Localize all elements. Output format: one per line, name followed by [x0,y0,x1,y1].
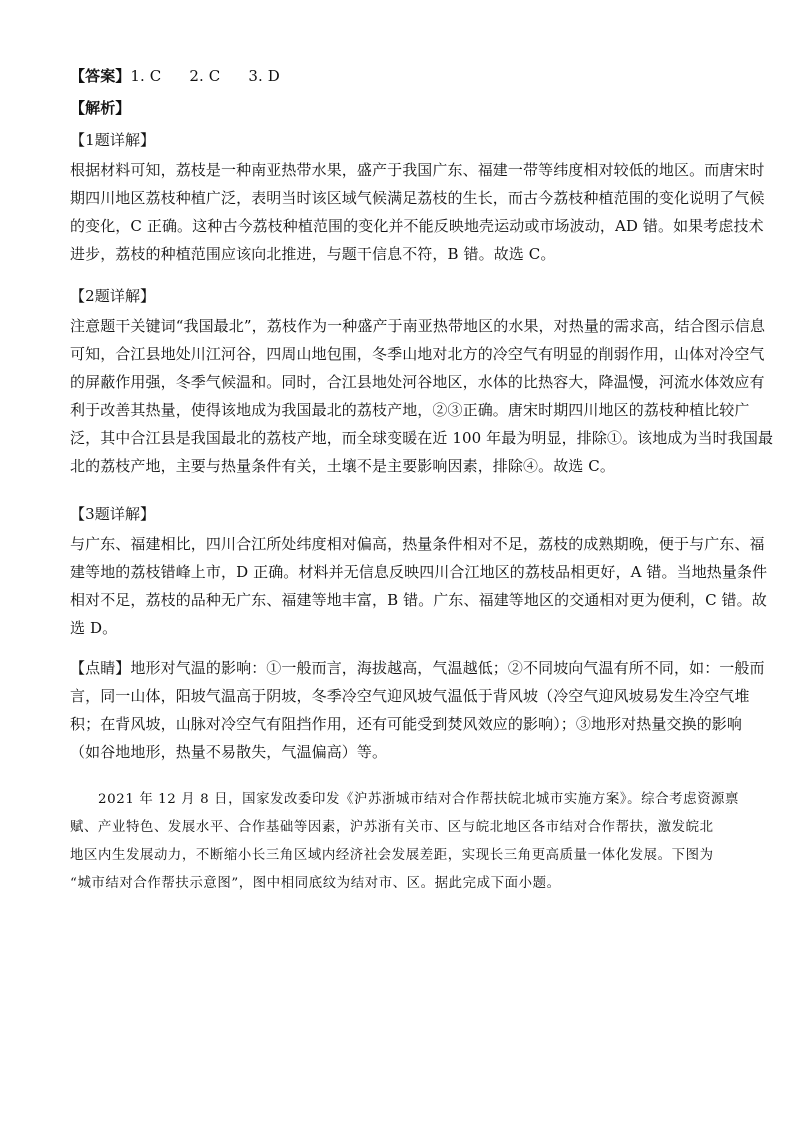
material-line: 2021 年 12 月 8 日，国家发改委印发《沪苏浙城市结对合作帮扶皖北城市实施方案》。综合考虑资源禀 [98,792,740,807]
q3-line: 建等地的荔枝错峰上市，D 正确。材料并无信息反映四川合江地区的荔枝品相更好，A 错。当地热量条件 [70,563,768,581]
q2-line: 可知，合江县地处川江河谷，四周山地包围，冬季山地对北方的冷空气有明显的削弱作用，山体对冷空气 [70,345,765,363]
q2-body [70,312,774,480]
q1-body [70,156,765,268]
material-line: 赋、产业特色、发展水平、合作基础等因素，沪苏浙有关市、区与皖北地区各市结对合作帮扶，激发皖北 [70,820,714,835]
q1-line: 期四川地区荔枝种植广泛，表明当时该区域气候满足荔枝的生长，而古今荔枝种植范围的变化说明了气候 [70,189,765,207]
dianjing-note [70,654,765,766]
dianjing-line: 言，同一山体，阳坡气温高于阴坡，冬季冷空气迎风坡气温低于背风坡（冷空气迎风坡易发生冷空气堆 [70,687,750,705]
q2-line: 北的荔枝产地，主要与热量条件有关，土壤不是主要影响因素，排除④。故选 C。 [70,457,615,475]
q1-line: 根据材料可知，荔枝是一种南亚热带水果，盛产于我国广东、福建一带等纬度相对较低的地区。而唐宋时 [70,161,765,179]
answer-item: 3. D [248,67,280,85]
q2-line: 利于改善其热量，使得该地成为我国最北的荔枝产地，②③正确。唐宋时期四川地区的荔枝种植比较广 [70,401,750,419]
material-paragraph [70,786,738,898]
q3-body [70,530,768,642]
dianjing-line: 积；在背风坡，山脉对冷空气有阻挡作用，还有可能受到焚风效应的影响）；③地形对热量交换的影响 [70,715,743,733]
dianjing-line: 【点睛】地形对气温的影响：①一般而言，海拔越高，气温越低；②不同坡向气温有所不同，如：一般而 [70,659,765,677]
material-line: “城市结对合作帮扶示意图”，图中相同底纹为结对市、区。据此完成下面小题。 [70,876,561,891]
q2-line: 的屏蔽作用强，冬季气候温和。同时，合江县地处河谷地区，水体的比热容大，降温慢，河流水体效应有 [70,373,765,391]
answer-line [70,62,734,90]
answer-item: 1. C [130,67,162,85]
q3-line: 相对不足，荔枝的品种无广东、福建等地丰富，B 错。广东、福建等地区的交通相对更为便利，C 错。故 [70,591,767,609]
material-line: 地区内生发展动力，不断缩小长三角区域内经济社会发展差距，实现长三角更高质量一体化发展。下图为 [70,848,714,863]
q2-line: 注意题干关键词“我国最北”，荔枝作为一种盛产于南亚热带地区的水果，对热量的需求高，结合图示信息 [70,317,766,335]
q1-line: 的变化，C 正确。这种古今荔枝种植范围的变化并不能反映地壳运动或市场波动，AD 错。如果考虑技术 [70,217,764,235]
q3-line: 与广东、福建相比，四川合江所处纬度相对偏高，热量条件相对不足，荔枝的成熟期晚，便于与广东、福 [70,535,765,553]
q2-line: 泛，其中合江县是我国最北的荔枝产地，而全球变暖在近 100 年最为明显，排除①。该地成为当时我国最 [70,429,774,447]
dianjing-line: （如谷地地形，热量不易散失，气温偏高）等。 [70,743,388,761]
q1-line: 进步，荔枝的种植范围应该向北推进，与题干信息不符，B 错。故选 C。 [70,245,556,263]
q2-heading: 【2题详解】 [70,287,156,305]
answer-label: 【答案】 [70,67,131,85]
q1-heading: 【1题详解】 [70,131,156,149]
q3-line: 选 D。 [70,619,118,637]
analysis-label: 【解析】 [70,99,131,117]
answer-item: 2. C [189,67,221,85]
q3-heading: 【3题详解】 [70,505,156,523]
